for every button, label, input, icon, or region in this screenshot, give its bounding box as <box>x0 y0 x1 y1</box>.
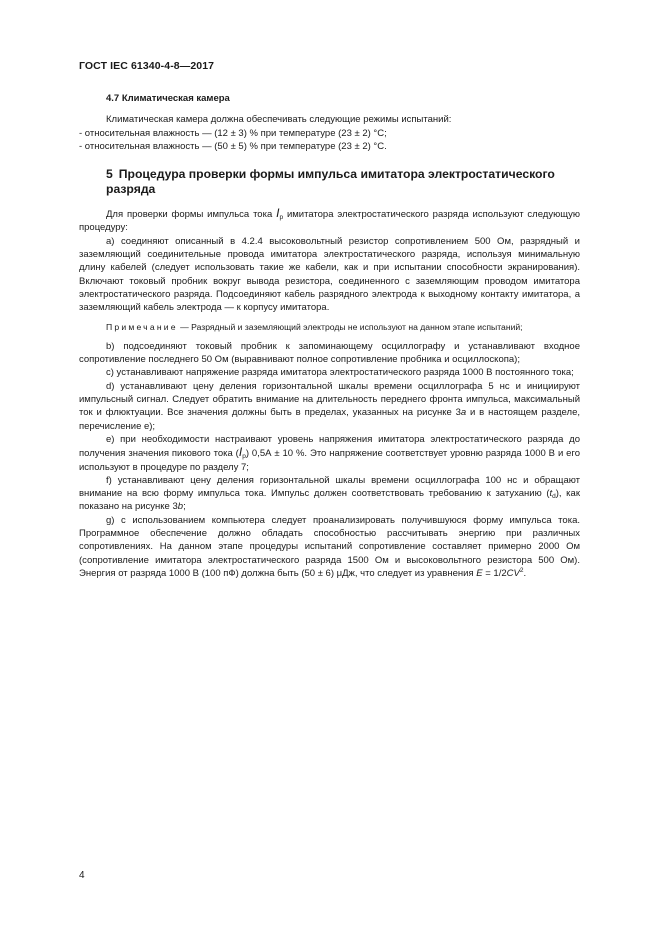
equation-cv: CV <box>506 567 520 579</box>
note-label: Примечание <box>106 321 178 332</box>
section-4-7-intro: Климатическая камера должна обеспечивать следующие режимы испытаний: <box>106 114 452 126</box>
item-f-text-b: ), как показано на рисунке 3 <box>79 488 580 513</box>
intro-text-a: Для проверки формы импульса тока <box>106 209 277 221</box>
procedure-item-b: b) подсоединяют токовый пробник к запоминающему осциллографу и устанавливают входное сопротивление последнего 50 Ом (выравнивают полное сопротивление пробника и осциллоскопа); <box>79 340 580 366</box>
item-g-text-a: g) с использованием компьютера следует проанализировать получившуюся форму импульса тока. Программное обеспечение должно обладать способностью рассчитывать энергию при различных сопротивлениях. На данном этапе процедуры испытаний сопротивление составляет примерно 2000 Ом (сопротивление имитатора электростатического разряда 1500 Ом и высоковольтного резистора 500 Ом). Энергия от разряда 1000 В (100 пФ) должна быть (50 ± 6) μДж, что следует из уравнения <box>79 514 580 579</box>
item-e-text-b: ) 0,5А ± 10 %. Это напряжение соответствует уровню разряда 1000 В и его используют в процедуре по разделу 7; <box>79 448 580 473</box>
section-5-title <box>106 167 580 197</box>
item-g-end: . <box>523 567 527 579</box>
equation-e: E <box>476 567 483 579</box>
section-5-number: 5 <box>106 167 113 182</box>
section-4-7-mode-1: - относительная влажность — (12 ± 3) % при температуре (23 ± 2) °С; <box>79 127 387 139</box>
page-content <box>79 92 580 580</box>
procedure-item-g <box>79 514 580 580</box>
section-5-intro <box>79 207 580 235</box>
note <box>79 321 580 334</box>
symbol-td-sub: d <box>552 493 556 501</box>
symbol-ip-e: I <box>238 445 243 460</box>
procedure-item-f <box>79 474 580 514</box>
item-f-text-c: ; <box>183 501 186 513</box>
symbol-td: t <box>549 488 553 500</box>
equation-sup: 2 <box>519 566 524 574</box>
procedure-item-c: c) устанавливают напряжение разряда имитатора электростатического разряда 1000 В постоянного тока; <box>106 367 574 379</box>
page-header-doc-id: ГОСТ IEC 61340-4-8—2017 <box>79 60 215 72</box>
symbol-ip: I <box>276 206 280 221</box>
item-d-text-b: и в настоящем разделе, перечисление е); <box>79 407 580 432</box>
figure-ref-3a: а <box>460 407 467 419</box>
procedure-item-a: а) соединяют описанный в 4.2.4 высоковольтный резистор сопротивлением 500 Ом, разрядный и заземляющий соединительные провода имитатора электростатического разряда, используя минимальную длину кабелей (следует использовать такие же кабели, как и при испытании способности экранирования). Включают токовый пробник вокруг вывода резистора, соединенного с заземляющим проводом имитатора электростатического разряда. Подсоединяют кабель разрядного электрода к выходному контакту имитатора, а заземляющий кабель электрода — к корпусу имитатора. <box>79 235 580 314</box>
note-text: — Разрядный и заземляющий электроды не используют на данном этапе испытаний; <box>177 321 523 332</box>
section-5-title-text: Процедура проверки формы импульса имитатора электростатического разряда <box>106 167 555 197</box>
section-4-7-mode-2: - относительная влажность — (50 ± 5) % при температуре (23 ± 2) °С. <box>79 140 387 152</box>
item-e-text-a: е) при необходимости настраивают уровень напряжения имитатора электростатического разряда до получения значения пикового тока ( <box>79 433 580 460</box>
procedure-item-d <box>79 380 580 433</box>
item-d-text-a: d) устанавливают цену деления горизонтальной шкалы времени осциллографа 5 нс и инициируют импульсный сигнал. Следует обратить внимание на длительность переднего фронта импульса, максимальный ток и флюктуации. Все значения должны быть в пределах, указанных на рисунке 3 <box>79 380 580 419</box>
page-number: 4 <box>79 870 85 881</box>
intro-text-b: имитатора электростатического разряда используют следующую процедуру: <box>79 209 580 234</box>
symbol-ip-e-sub: р <box>242 453 246 461</box>
item-f-text-a: f) устанавливают цену деления горизонтальной шкалы времени осциллографа 100 нс и обращают внимание на всю форму импульса тока. Импульс должен соответствовать требованию к затуханию ( <box>79 474 580 500</box>
procedure-item-e <box>79 433 580 474</box>
section-4-7-title: 4.7 Климатическая камера <box>106 93 230 104</box>
equation-mid: = 1/2 <box>482 567 507 579</box>
symbol-ip-sub: р <box>279 214 284 222</box>
figure-ref-3b: b <box>177 501 184 513</box>
